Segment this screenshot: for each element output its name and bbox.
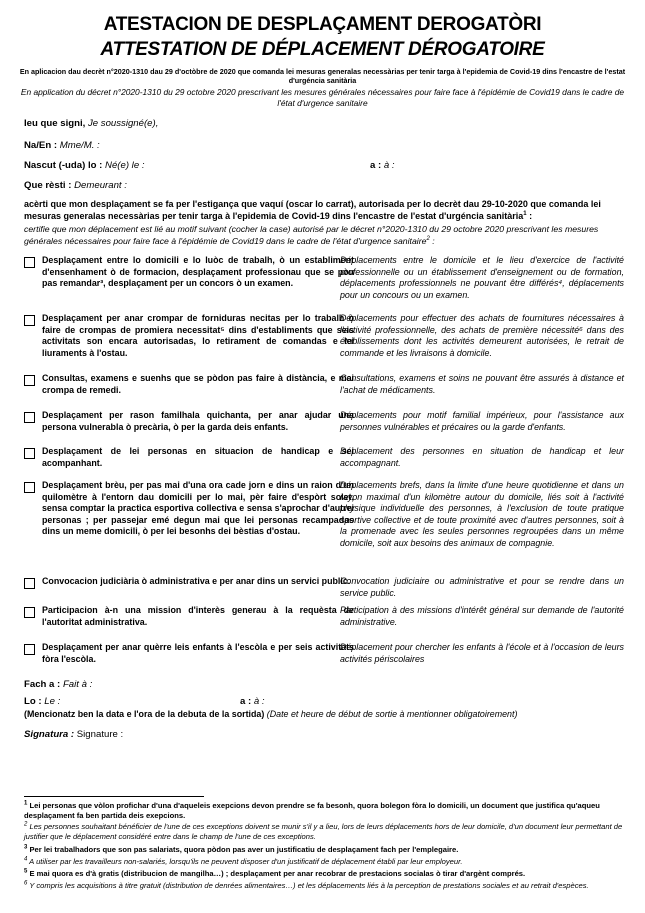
reason-family-occitan: Desplaçament per rason familhala quichanta, per anar ajudar una persona vulnerabla ò precària, ò per la garda deis enfants.: [42, 410, 354, 432]
intro-occitan: acèrti que mon desplaçament se fa per l'estigança que vaquí (oscar lo carrat), autorisada per lo decrèt dau 29-10-2020 que comanda lei mesuras generalas necessàrias per tenir targa à l'epidemia de Covid-19 dins l'encastre de l'estat d'urgéncia sanitària$^1$ :: [24, 199, 601, 221]
date-field[interactable]: Lo : Le :: [24, 696, 61, 707]
footnote-divider: [24, 796, 204, 797]
reason-handicap-french: Déplacement des personnes en situation de handicap et leur accompagnant.: [340, 446, 624, 468]
signer-label: Ieu que signi, Je soussigné(e),: [24, 118, 159, 129]
signature-field[interactable]: Signatura : Signature :: [24, 729, 124, 740]
name-field[interactable]: Na/En : Mme/M. :: [24, 140, 100, 151]
residence-field[interactable]: Que rèsti : Demeurant :: [24, 180, 127, 191]
reason-handicap-occitan: Desplaçament de lei personas en situacion de handicap e sei acompanhant.: [42, 446, 354, 468]
title-french: ATTESTATION DE DÉPLACEMENT DÉROGATOIRE: [100, 39, 545, 60]
time-field[interactable]: a : à :: [240, 696, 265, 707]
reason-purchases-french: Déplacements pour effectuer des achats de fournitures nécessaires à l'activité professionnelle, des achats de première nécessité⁶ dans des établissements dont les activités demeurent autorisées, le retrait de commande et les livraisons à domicile.: [340, 313, 624, 358]
birth-date-field[interactable]: Nascut (-uda) lo : Né(e) le :: [24, 160, 145, 171]
made-at-field[interactable]: Fach a : Fait à :: [24, 679, 93, 690]
reason-school-occitan: Desplaçament per anar quèrre leis enfants à l'escòla e per seis activitats fòra l'escòla.: [42, 642, 354, 664]
reason-convocation-french: Convocation judiciaire ou administrative et pour se rendre dans un service public.: [340, 576, 624, 598]
date-time-note: (Mencionatz ben la data e l'ora de la debuta de la sortida) (Date et heure de début de sortie à mentionner obligatoirement): [24, 709, 518, 719]
footnote-5: $^5$ E mai quora es d'à gratis (distribucion de mangilha…) ; desplaçament per anar recobrar de prestacions socialas ò tirar d'argènt comprés.: [24, 868, 526, 878]
footnote-2: $^2$ Les personnes souhaitant bénéficier de l'une de ces exceptions doivent se munir s'il y a lieu, lors de leurs déplacements hors de leur domicile, d'un document leur permettant de justifier que le déplacement considéré entre dans le champ de l'une de ces exceptions.: [24, 821, 623, 841]
reason-purchases-occitan: Desplaçament per anar crompar de forniduras necitas per lo trabalh ò faire de crompas de promiera necessitat⁵ dins d'establiments que seis activitats son encara autorisadas, lo retirament de comandas e lei liuraments à l'ostau.: [42, 313, 354, 358]
reason-convocation-occitan: Convocacion judiciària ò administrativa e per anar dins un servici public.: [42, 576, 351, 586]
reason-family-french: Déplacements pour motif familial impérieux, pour l'assistance aux personnes vulnérables et précaires ou la garde d'enfants.: [340, 410, 624, 432]
reason-school-checkbox[interactable]: [24, 644, 35, 655]
reason-short-outing-french: Déplacements brefs, dans la limite d'une heure quotidienne et dans un rayon maximal d'un kilomètre autour du domicile, liés soit à l'activité physique individuelle des personnes, à l'exclusion de toute pratique sportive collective et de toute proximité avec d'autres personnes, soit à la promenade avec les seules personnes regroupées dans un même domicile, soit aux besoins des animaux de compagnie.: [340, 480, 624, 548]
reason-health-occitan: Consultas, examens e suenhs que se pòdon pas faire à distància, e mai crompa de remedi.: [42, 373, 354, 395]
reason-general-interest-occitan: Participacion à-n una mission d'interès generau à la requèsta de l'autoritat administrativa.: [42, 605, 354, 627]
decree-french: En application du décret n°2020-1310 du 29 octobre 2020 prescrivant les mesures générales nécessaires pour faire face à l'épidémie de Covid19 dans le cadre de l'état d'urgence sanitaire: [20, 87, 625, 108]
footnote-4: $^4$ A utiliser par les travailleurs non-salariés, lorsqu'ils ne peuvent disposer d'un justificatif de déplacement établi par leur employeur.: [24, 856, 463, 866]
reason-health-french: Consultations, examens et soins ne pouvant être assurés à distance et l'achat de médicaments.: [340, 373, 624, 395]
reason-work-checkbox[interactable]: [24, 257, 35, 268]
reason-handicap-checkbox[interactable]: [24, 448, 35, 459]
title-occitan: ATESTACION DE DESPLAÇAMENT DEROGATÒRI: [103, 14, 542, 35]
footnote-3: $^3$ Per lei trabalhadors que son pas salariats, quora pòdon pas aver un justificatiu de desplaçament fach per l'emplegaire.: [24, 844, 459, 854]
reason-work-french: Déplacements entre le domicile et le lieu d'exercice de l'activité professionnelle ou un établissement d'enseignement ou de formation, déplacements professionnels ne pouvant être différés⁴, déplacements pour un concours ou un examen.: [340, 255, 624, 300]
intro-french: certifie que mon déplacement est lié au motif suivant (cocher la case) autorisé par le décret n°2020-1310 du 29 octobre 2020 prescrivant les mesures générales nécessaires pour faire face à l'épidémie de Covid19 dans le cadre de l'état d'urgence sanitaire$^2$ :: [24, 224, 599, 246]
footnote-1: $^1$ Lei personas que vòlon profichar d'una d'aqueleis exepcions devon prendre se fa besonh, quora bolegon fòra lo domicili, un document que justifica qu'aqueu desplaçament fa ben partida deis exepcions.: [24, 800, 600, 820]
reason-work-occitan: Desplaçament entre lo domicili e lo luòc de trabalh, ò un establiment d'ensenhament ò de formacion, desplaçament professionau que se pòu pas remandar³, desplaçament per un concors ò un examen.: [42, 255, 354, 289]
reason-general-interest-checkbox[interactable]: [24, 607, 35, 618]
reason-purchases-checkbox[interactable]: [24, 315, 35, 326]
decree-occitan: En aplicacion dau decrèt n°2020-1310 dau 29 d'octòbre de 2020 que comanda lei mesuras generalas necessàrias per tenir targa à l'epidemia de Covid-19 dins l'encastre de l'estat d'urgéncia sanitària: [19, 67, 626, 85]
reason-general-interest-french: Participation à des missions d'intérêt général sur demande de l'autorité administrative.: [340, 605, 624, 627]
reason-short-outing-checkbox[interactable]: [24, 482, 35, 493]
reason-school-french: Déplacement pour chercher les enfants à l'école et à l'occasion de leurs activités périscolaires: [340, 642, 624, 664]
reason-short-outing-occitan: Desplaçament brèu, per pas mai d'una ora cade jorn e dins un raion d'un quilomètre à l'entorn dau domicili per lo mai, pèr faire d'espòrt solet, sensa comptar la practica esportiva collectiva e sensa s'aprochar d'autrei personas ; per passejar emé degun mai que lei personas recampadas dins un meme domicili, ò per lei besonhs dei bèstias d'ostau.: [42, 480, 354, 537]
reason-health-checkbox[interactable]: [24, 375, 35, 386]
birth-place-field[interactable]: a : à :: [370, 160, 395, 171]
reason-convocation-checkbox[interactable]: [24, 578, 35, 589]
footnote-6: $^6$ Y compris les acquisitions à titre gratuit (distribution de denrées alimentaires…) et les déplacements liés à la perception de prestations sociales et au retrait d'espèces.: [24, 880, 589, 890]
reason-family-checkbox[interactable]: [24, 412, 35, 423]
